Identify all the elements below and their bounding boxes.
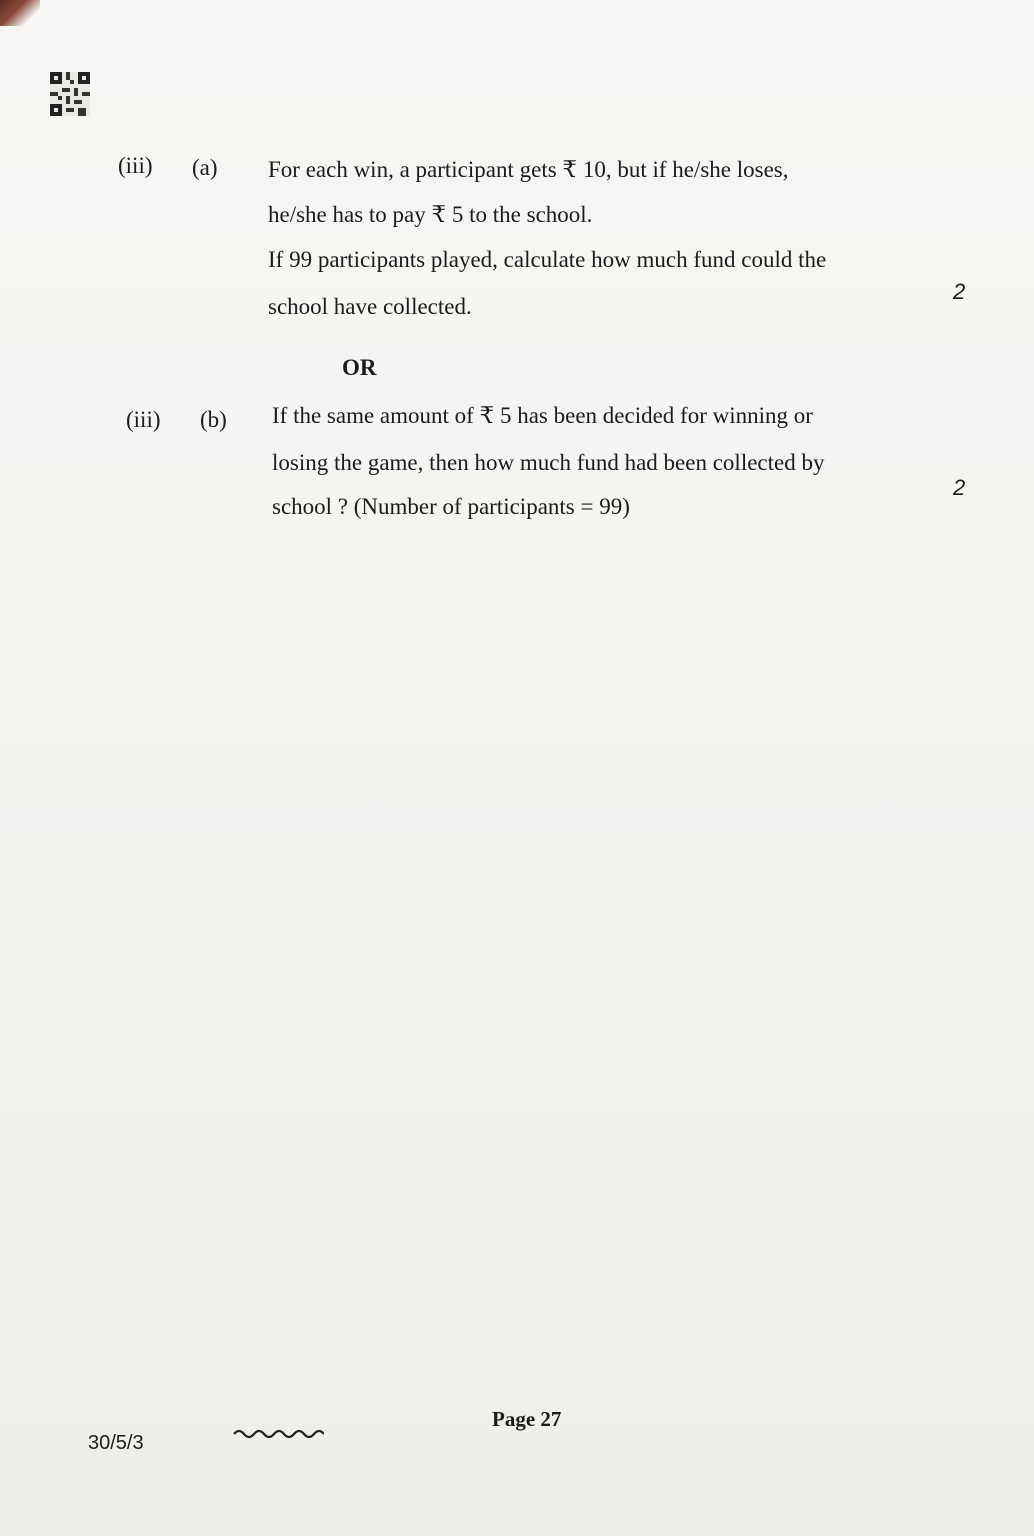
marks-label: 2 bbox=[953, 475, 966, 500]
question-number: (iii) bbox=[126, 407, 161, 432]
page-number: Page 27 bbox=[492, 1407, 562, 1431]
question-part-label: (b) bbox=[200, 407, 227, 432]
squiggle-mark-icon bbox=[232, 1424, 324, 1440]
question-text-line: he/she has to pay ₹ 5 to the school. bbox=[268, 202, 593, 227]
paper-code: 30/5/3 bbox=[88, 1432, 144, 1454]
marks-label: 2 bbox=[953, 279, 966, 304]
question-text-line: school have collected. bbox=[268, 294, 472, 319]
question-text-line: If 99 participants played, calculate how much fund could the bbox=[268, 247, 827, 272]
question-text-line: For each win, a participant gets ₹ 10, but if he/she loses, bbox=[268, 157, 789, 182]
question-part-label: (a) bbox=[192, 155, 218, 180]
question-text-line: losing the game, then how much fund had been collected by bbox=[272, 450, 825, 475]
question-text-line: If the same amount of ₹ 5 has been decided for winning or bbox=[272, 403, 813, 428]
question-number: (iii) bbox=[118, 153, 153, 178]
page-corner-shadow bbox=[0, 0, 40, 26]
or-separator: OR bbox=[342, 355, 377, 380]
qr-code-icon bbox=[50, 72, 90, 116]
question-text-line: school ? (Number of participants = 99) bbox=[272, 494, 630, 519]
